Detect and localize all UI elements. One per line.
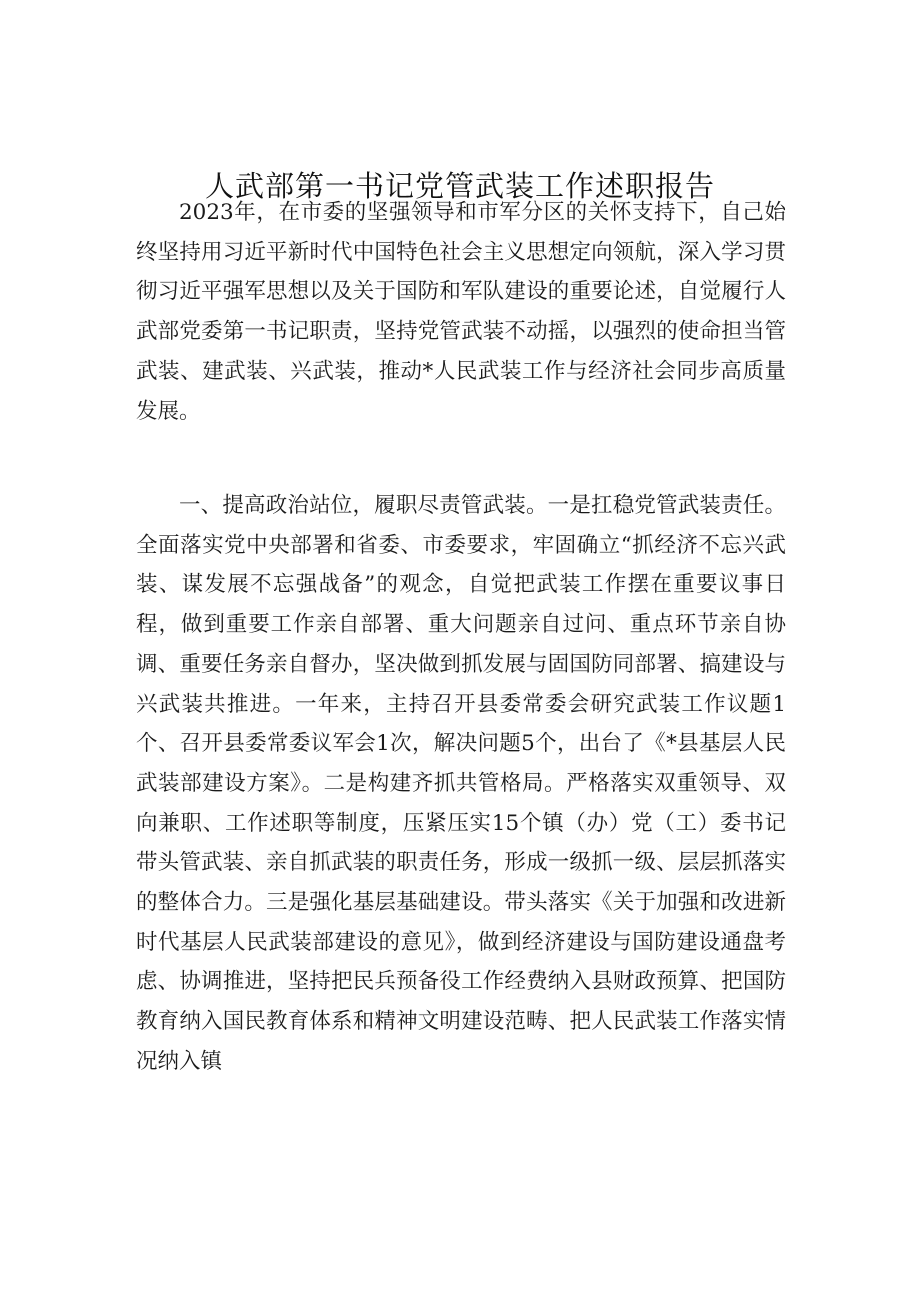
document-title: 人武部第一书记党管武装工作述职报告 [204, 169, 715, 203]
section-one-paragraph: 一、提高政治站位，履职尽责管武装。一是扛稳党管武装责任。全面落实党中央部署和省委、市委要求，牢固确立“抓经济不忘兴武装、谋发展不忘强战备”的观念，自觉把武装工作摆在重要议事日程，做到重要工作亲自部署、重大问题亲自过问、重点环节亲自协调、重要任务亲自督办，坚决做到抓发展与固国防同部署、搞建设与兴武装共推进。一年来，主持召开县委常委会研究武装工作议题1个、召开县委常委议军会1次，解决问题5个，出台了《*县基层人民武装部建设方案》。二是构建齐抓共管格局。严格落实双重领导、双向兼职、工作述职等制度，压紧压实15个镇（办）党（工）委书记带头管武装、亲自抓武装的职责任务，形成一级抓一级、层层抓落实的整体合力。三是强化基层基础建设。带头落实《关于加强和改进新时代基层人民武装部建设的意见》，做到经济建设与国防建设通盘考虑、协调推进，坚持把民兵预备役工作经费纳入县财政预算、把国防教育纳入国民教育体系和精神文明建设范畴、把人民武装工作落实情况纳入镇 [136, 493, 786, 1074]
intro-paragraph: 2023年，在市委的坚强领导和市军分区的关怀支持下，自己始终坚持用习近平新时代中国特色社会主义思想定向领航，深入学习贯彻习近平强军思想以及关于国防和军队建设的重要论述，自觉履行人武部党委第一书记职责，坚持党管武装不动摇，以强烈的使命担当管武装、建武装、兴武装，推动*人民武装工作与经济社会同步高质量发展。 [136, 200, 786, 424]
